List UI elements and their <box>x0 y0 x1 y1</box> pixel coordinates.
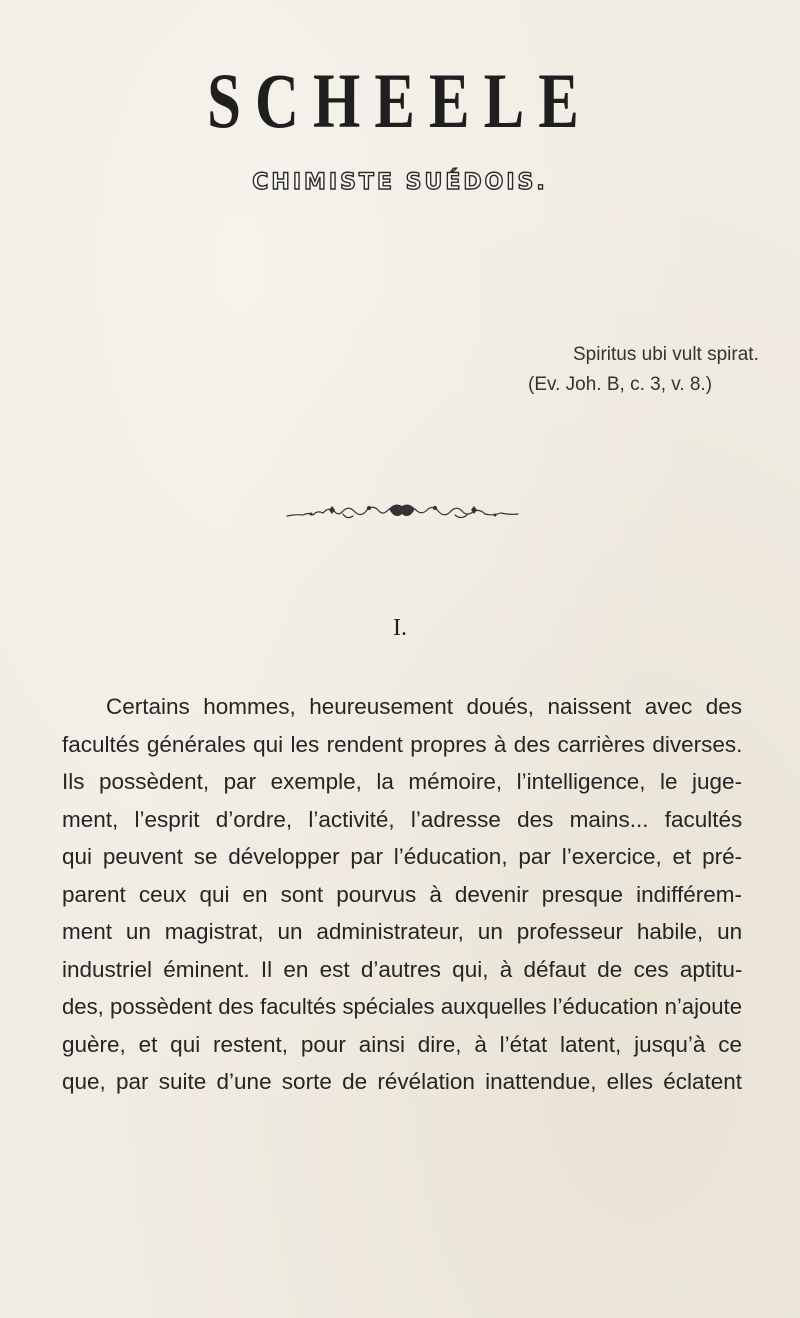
paragraph-line: qui peuvent se développer par l’éducation, par l’exercice, et pré- <box>62 844 743 869</box>
page-subtitle: CHIMISTE SUÉDOIS. <box>252 170 548 195</box>
epigraph-quote: Spiritus ubi vult spirat. <box>573 344 759 365</box>
paragraph-line: des, possèdent des facultés spéciales auxquelles l’éducation n’ajoute <box>62 994 742 1019</box>
paragraph-line: ment un magistrat, un administrateur, un professeur habile, un <box>62 919 743 944</box>
paragraph-line: ment, l’esprit d’ordre, l’activité, l’adresse des mains... facultés <box>62 806 743 832</box>
paragraph-line: Ils possèdent, par exemple, la mémoire, l’intelligence, le juge- <box>62 769 743 794</box>
epigraph <box>528 340 759 400</box>
paragraph-line: guère, et qui restent, pour ainsi dire, à l’état latent, jusqu’à ce <box>62 1031 742 1057</box>
paragraph-line: facultés générales qui les rendent propres à des carrières diverses. <box>62 731 743 757</box>
body-paragraph <box>62 688 742 1101</box>
paragraph-line: parent ceux qui en sont pourvus à devenir presque indifférem- <box>62 881 742 907</box>
decorative-ornament-icon <box>285 500 520 526</box>
paragraph-line: industriel éminent. Il en est d’autres qui, à défaut de ces aptitu- <box>62 956 743 982</box>
epigraph-citation: (Ev. Joh. B, c. 3, v. 8.) <box>528 374 713 395</box>
page-title: SCHEELE <box>207 57 593 144</box>
paragraph-line: que, par suite d’une sorte de révélation inattendue, elles éclatent <box>62 1069 742 1094</box>
paragraph-line: Certains hommes, heureusement doués, naissent avec des <box>106 694 742 719</box>
section-number: I. <box>393 615 407 641</box>
